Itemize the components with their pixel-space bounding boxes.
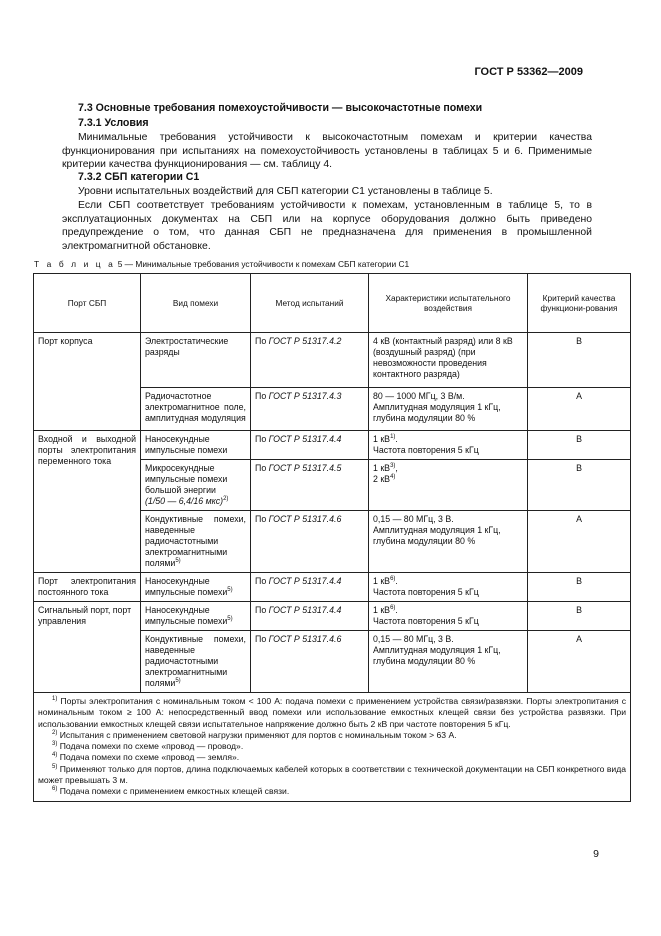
table-row (34, 431, 631, 460)
chars-line: 0,15 — 80 МГц, 3 В. (373, 514, 454, 524)
chars-punct: . (395, 605, 398, 615)
port-cell: Порт электропитания постоянного тока (34, 573, 141, 602)
method-standard: ГОСТ Р 51317.4.6 (268, 514, 342, 524)
method-prefix: По (255, 463, 267, 473)
chars-value: 1 кВ (373, 434, 391, 444)
table-caption-text: 5 — Минимальные требования устойчивости к помехам СБП категории С1 (117, 259, 410, 269)
chars-value: 2 кВ (373, 474, 391, 484)
footnote-5 (38, 764, 626, 787)
type-text: Микросекундные импульсные помехи большой энергии (145, 463, 228, 495)
section-7-3-1-title: 7.3.1 Условия (78, 117, 149, 129)
table-row (34, 573, 631, 602)
standard-header: ГОСТ Р 53362—2009 (474, 66, 583, 78)
method-standard: ГОСТ Р 51317.4.4 (268, 605, 342, 615)
method-prefix: По (255, 391, 267, 401)
footnote-ref: 5) (175, 558, 181, 565)
type-cell: Наносекундные импульсные помехи (141, 431, 251, 460)
criterion-cell: В (528, 333, 631, 388)
method-cell (251, 573, 369, 602)
chars-cell (369, 388, 528, 431)
chars-cell (369, 602, 528, 631)
chars-line (373, 474, 523, 485)
footnote-text: Подача помехи по схеме «провод — земля». (59, 752, 240, 763)
table-row (34, 602, 631, 631)
method-cell (251, 460, 369, 511)
method-standard: ГОСТ Р 51317.4.2 (268, 336, 342, 346)
chars-cell (369, 460, 528, 511)
chars-line (373, 463, 523, 474)
footnote-text: Испытания с применением световой нагрузки применяют для портов с номинальным током > 63 А. (59, 729, 457, 740)
method-cell (251, 333, 369, 388)
section-7-3-2-p2 (62, 199, 592, 253)
chars-punct: . (395, 434, 398, 444)
chars-line (373, 576, 523, 587)
table-caption-prefix: Т а б л и ц а (34, 259, 116, 269)
chars-line: Частота повторения 5 кГц (373, 616, 479, 626)
footnote-ref: 6) (390, 576, 396, 583)
criterion-cell: В (528, 573, 631, 602)
type-text: Кондуктивные помехи, наведенные радиочастотными электромагнитными полями (145, 514, 246, 568)
section-7-3-1-text (62, 131, 592, 172)
method-cell (251, 511, 369, 573)
table-caption (34, 259, 409, 269)
method-prefix: По (255, 605, 267, 615)
criterion-cell: А (528, 631, 631, 693)
footnote-ref: 6) (390, 605, 396, 612)
method-standard: ГОСТ Р 51317.4.4 (268, 576, 342, 586)
footnote-ref: 2) (223, 496, 229, 503)
table-header-row (34, 274, 631, 333)
footnote-mark: 2) (52, 730, 58, 737)
criterion-cell: А (528, 511, 631, 573)
chars-line: Амплитудная модуляция 1 кГц, глубина модуляции 80 % (373, 645, 501, 666)
chars-line (373, 434, 523, 445)
criterion-cell: А (528, 388, 631, 431)
section-7-3-title: 7.3 Основные требования помехоустойчивости — высокочастотные помехи (78, 102, 483, 114)
chars-line: Амплитудная модуляция 1 кГц, глубина модуляции 80 % (373, 525, 501, 546)
type-pulse: (1/50 — 6,4/16 мкс) (145, 496, 224, 506)
header-type: Вид помехи (141, 274, 251, 333)
requirements-table (33, 273, 631, 802)
type-cell: Электростатические разряды (141, 333, 251, 388)
method-prefix: По (255, 576, 267, 586)
type-cell (141, 602, 251, 631)
footnote-mark: 4) (52, 752, 58, 759)
method-prefix: По (255, 336, 267, 346)
chars-value: 1 кВ (373, 463, 391, 473)
footnote-6 (38, 786, 626, 797)
method-prefix: По (255, 434, 267, 444)
table-row (34, 333, 631, 388)
criterion-cell: В (528, 602, 631, 631)
header-chars: Характеристики испытательного воздействия (369, 274, 528, 333)
chars-value: 1 кВ (373, 576, 391, 586)
type-text: Наносекундные импульсные помехи (145, 605, 228, 626)
chars-punct: , (395, 463, 398, 473)
footnote-3 (38, 741, 626, 752)
section-7-3-1-body: Минимальные требования устойчивости к высокочастотным помехам и критерии качества функционирования при испытаниях на помехоустойчивость установлены в таблицах 5 и 6. Применимые критерии качества функционирования — см. таблицу 4. (62, 132, 592, 171)
type-cell (141, 573, 251, 602)
header-criterion: Критерий качества функциони-рования (528, 274, 631, 333)
chars-cell (369, 431, 528, 460)
footnote-4 (38, 752, 626, 763)
method-standard: ГОСТ Р 51317.4.4 (268, 434, 342, 444)
page-number: 9 (593, 848, 599, 860)
method-cell (251, 631, 369, 693)
criterion-cell: В (528, 460, 631, 511)
chars-line (373, 605, 523, 616)
footnote-ref: 4) (390, 474, 396, 481)
type-cell (141, 460, 251, 511)
method-prefix: По (255, 514, 267, 524)
type-cell: Радиочастотное электромагнитное поле, амплитудная модуляция (141, 388, 251, 431)
criterion-cell: В (528, 431, 631, 460)
method-cell (251, 388, 369, 431)
chars-punct: . (395, 576, 398, 586)
method-standard: ГОСТ Р 51317.4.6 (268, 634, 342, 644)
type-text: Наносекундные импульсные помехи (145, 576, 228, 597)
chars-value: 1 кВ (373, 605, 391, 615)
chars-line: Частота повторения 5 кГц (373, 587, 479, 597)
table-notes (34, 693, 631, 802)
port-cell: Порт корпуса (34, 333, 141, 431)
method-prefix: По (255, 634, 267, 644)
footnote-ref: 3) (390, 463, 396, 470)
chars-line: 0,15 — 80 МГц, 3 В. (373, 634, 454, 644)
chars-cell (369, 573, 528, 602)
footnote-1 (38, 696, 626, 730)
chars-cell (369, 511, 528, 573)
chars-line: 80 — 1000 МГц, 3 В/м. (373, 391, 465, 401)
method-cell (251, 431, 369, 460)
footnote-mark: 1) (52, 696, 58, 703)
footnote-text: Подача помехи по схеме «провод — провод». (59, 741, 244, 752)
type-text: Кондуктивные помехи, наведенные радиочастотными электромагнитными полями (145, 634, 246, 688)
type-cell (141, 511, 251, 573)
method-cell (251, 602, 369, 631)
footnote-2 (38, 730, 626, 741)
notes-row (34, 693, 631, 802)
header-method: Метод испытаний (251, 274, 369, 333)
section-7-3-2-title: 7.3.2 СБП категории С1 (78, 171, 200, 183)
port-cell: Сигнальный порт, порт управления (34, 602, 141, 693)
section-7-3-2-p1 (62, 185, 592, 199)
footnote-mark: 3) (52, 741, 58, 748)
section-7-3-2-p1-text: Уровни испытательных воздействий для СБП категории С1 установлены в таблице 5. (78, 186, 493, 197)
port-cell: Входной и выходной порты электропитания переменного тока (34, 431, 141, 573)
footnote-ref: 5) (227, 587, 233, 594)
method-standard: ГОСТ Р 51317.4.3 (268, 391, 342, 401)
header-port: Порт СБП (34, 274, 141, 333)
footnote-ref: 5) (227, 616, 233, 623)
method-standard: ГОСТ Р 51317.4.5 (268, 463, 342, 473)
footnote-mark: 5) (52, 763, 58, 770)
chars-cell (369, 631, 528, 693)
footnote-text: Порты электропитания с номинальным током < 100 А: подача помехи с применением устройства связи/развязки. Порты электропитания с номинальным током ≥ 100 А: непосредственный ввод помехи или использование емкостных клещей связи без устройства развязки. При использовании емкостных клещей связи испытательное напряжение должно быть 2 кВ при частоте повторения 5 кГц. (38, 696, 626, 729)
section-7-3-2-p2-text: Если СБП соответствует требованиям устойчивости к помехам, установленным в таблице 5, то в эксплуатационных документах на СБП или на корпусе оборудования должно быть приведено предупреждение о том, что данная СБП не предназначена для применения в промышленной электромагнитной обстановке. (62, 200, 592, 252)
chars-line: Частота повторения 5 кГц (373, 445, 479, 455)
footnote-ref: 5) (175, 678, 181, 685)
chars-line: Амплитудная модуляция 1 кГц, глубина модуляции 80 % (373, 402, 501, 423)
footnote-mark: 6) (52, 786, 58, 793)
type-cell (141, 631, 251, 693)
chars-cell: 4 кВ (контактный разряд) или 8 кВ (воздушный разряд) (при невозможности проведения контактного разряда) (369, 333, 528, 388)
footnote-ref: 1) (390, 434, 396, 441)
footnote-text: Применяют только для портов, длина подключаемых кабелей которых в соответствии с технической документации на СБП конкретного вида может превышать 3 м. (38, 763, 626, 786)
footnote-text: Подача помехи с применением емкостных клещей связи. (59, 786, 290, 797)
